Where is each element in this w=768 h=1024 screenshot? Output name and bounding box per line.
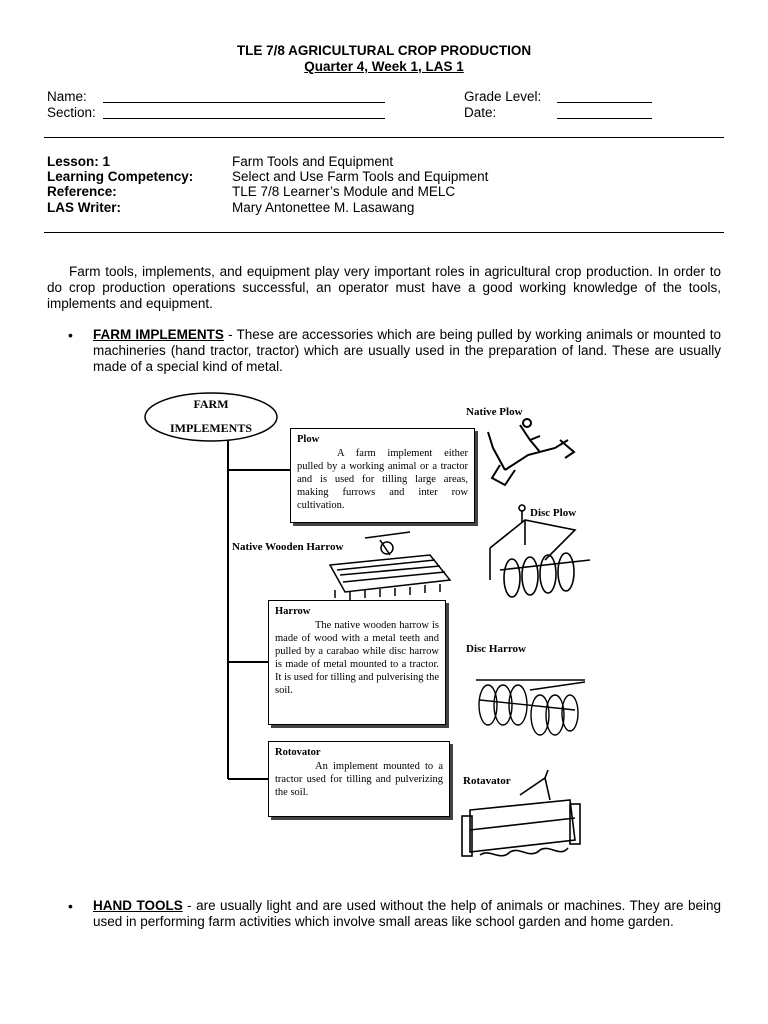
lesson-value: Farm Tools and Equipment xyxy=(232,154,394,169)
harrow-box xyxy=(268,600,446,725)
bullet-body: - These are accessories which are being pulled by working animals or mounted to machineries (hand tractor, tractor) which are usually used in the preparation of land. These are usually made of a special kind of metal. xyxy=(93,327,721,374)
bullet-marker: • xyxy=(68,327,73,343)
native-plow-label: Native Plow xyxy=(466,406,523,418)
plow-box xyxy=(290,428,475,523)
harrow-text: The native wooden harrow is made of wood with a metal teeth and pulled by a carabao while disc harrow is made of metal mounted to a tractor. It is used for tilling and pulverising the soil. xyxy=(275,620,439,696)
name-label: Name: xyxy=(47,89,87,104)
bullet-marker: • xyxy=(68,898,73,914)
rotovator-title: Rotovator xyxy=(275,747,321,758)
bullet-head: HAND TOOLS xyxy=(93,898,183,913)
disc-harrow-label: Disc Harrow xyxy=(466,643,526,655)
writer-value: Mary Antonettee M. Lasawang xyxy=(232,200,415,215)
disc-harrow-icon xyxy=(476,680,585,735)
diagram-root-label xyxy=(145,392,277,440)
harrow-title: Harrow xyxy=(275,606,311,617)
competency-value: Select and Use Farm Tools and Equipment xyxy=(232,169,489,184)
grade-level-label: Grade Level: xyxy=(464,89,542,104)
bullet-head: FARM IMPLEMENTS xyxy=(93,327,224,342)
native-wooden-harrow-icon xyxy=(330,532,450,600)
bullet-body: - are usually light and are used without the help of animals or machines. They are being used in performing farm activities which involve small areas like school garden and home garden. xyxy=(93,898,721,929)
rotovator-box xyxy=(268,741,450,817)
document-subtitle: Quarter 4, Week 1, LAS 1 xyxy=(304,59,464,74)
date-label: Date: xyxy=(464,105,497,120)
disc-plow-label: Disc Plow xyxy=(530,507,577,519)
root-line-1: FARM xyxy=(193,397,229,411)
rotavator-label: Rotavator xyxy=(463,775,511,787)
lesson-key: Lesson: 1 xyxy=(47,154,111,169)
bullet-hand-tools xyxy=(93,898,721,930)
reference-value: TLE 7/8 Learner’s Module and MELC xyxy=(232,184,456,199)
competency-key: Learning Competency: xyxy=(47,169,194,184)
writer-key: LAS Writer: xyxy=(47,200,122,215)
reference-key: Reference: xyxy=(47,184,117,199)
plow-title: Plow xyxy=(297,434,320,445)
native-plow-icon xyxy=(488,419,574,485)
rotovator-text: An implement mounted to a tractor used for tilling and pulverizing the soil. xyxy=(275,761,443,798)
root-line-2: IMPLEMENTS xyxy=(169,421,252,435)
plow-text: A farm implement either pulled by a working animal or a tractor and is used for tilling large areas, making furrows and inter row cultivation. xyxy=(297,448,468,511)
document-title: TLE 7/8 AGRICULTURAL CROP PRODUCTION xyxy=(236,43,532,58)
native-wooden-harrow-label: Native Wooden Harrow xyxy=(232,541,344,553)
section-label: Section: xyxy=(47,105,96,120)
intro-paragraph: Farm tools, implements, and equipment play very important roles in agricultural crop production. In order to do crop production operations successful, an operator must have a good working knowledge of the tools, implements and equipment. xyxy=(47,264,721,311)
